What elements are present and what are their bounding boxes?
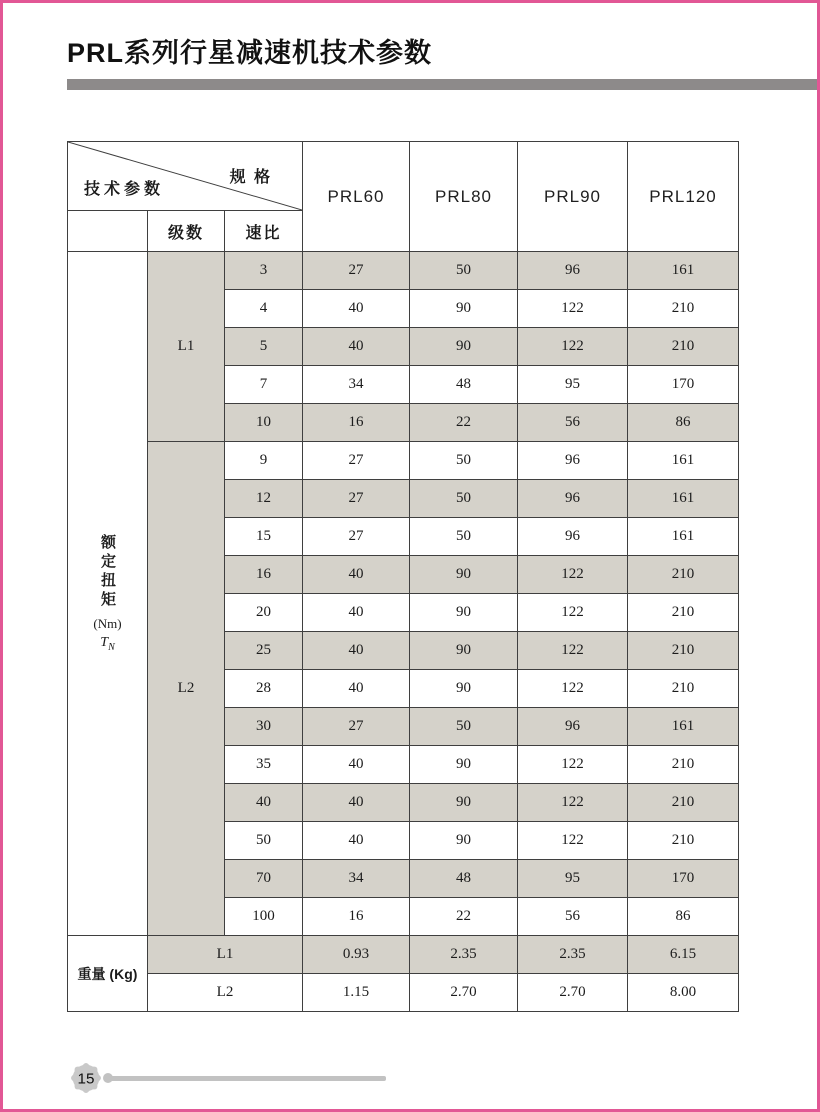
- value-cell: 95: [518, 860, 628, 898]
- params-table: [67, 141, 739, 1012]
- weight-value-cell: 2.35: [410, 936, 518, 974]
- value-cell: 34: [303, 860, 410, 898]
- header-row-1: [68, 142, 739, 211]
- corner-params-label: 技术参数: [84, 181, 165, 198]
- weight-stage-cell: L1: [148, 936, 303, 974]
- value-cell: 210: [628, 290, 739, 328]
- value-cell: 40: [303, 670, 410, 708]
- weight-value-cell: 6.15: [628, 936, 739, 974]
- value-cell: 122: [518, 594, 628, 632]
- gear-icon: [67, 1059, 105, 1097]
- ratio-cell: 100: [225, 898, 303, 936]
- value-cell: 210: [628, 594, 739, 632]
- stage-cell-l1: L1: [148, 252, 225, 442]
- table-row: [68, 442, 739, 480]
- value-cell: 210: [628, 784, 739, 822]
- value-cell: 27: [303, 252, 410, 290]
- value-cell: 50: [410, 252, 518, 290]
- value-cell: 90: [410, 746, 518, 784]
- value-cell: 90: [410, 290, 518, 328]
- torque-label-cell: [68, 252, 148, 936]
- value-cell: 40: [303, 328, 410, 366]
- value-cell: 27: [303, 442, 410, 480]
- value-cell: 90: [410, 632, 518, 670]
- stage-cell-l2: L2: [148, 442, 225, 936]
- value-cell: 210: [628, 670, 739, 708]
- empty-header-cell: [68, 211, 148, 252]
- params-tbody: [68, 252, 739, 1012]
- value-cell: 48: [410, 366, 518, 404]
- ratio-cell: 25: [225, 632, 303, 670]
- page-number: 15: [77, 1070, 95, 1088]
- value-cell: 27: [303, 518, 410, 556]
- value-cell: 86: [628, 898, 739, 936]
- ratio-cell: 7: [225, 366, 303, 404]
- weight-value-cell: 8.00: [628, 974, 739, 1012]
- title-underline: [67, 79, 820, 90]
- value-cell: 86: [628, 404, 739, 442]
- value-cell: 161: [628, 480, 739, 518]
- value-cell: 122: [518, 670, 628, 708]
- value-cell: 122: [518, 632, 628, 670]
- value-cell: 122: [518, 328, 628, 366]
- torque-label: [68, 534, 147, 653]
- value-cell: 210: [628, 556, 739, 594]
- ratio-cell: 50: [225, 822, 303, 860]
- value-cell: 27: [303, 480, 410, 518]
- ratio-cell: 40: [225, 784, 303, 822]
- value-cell: 210: [628, 822, 739, 860]
- ratio-cell: 12: [225, 480, 303, 518]
- footer-line: [109, 1076, 386, 1081]
- column-header-prl60: PRL60: [303, 142, 410, 252]
- weight-label-cell: 重量 (Kg): [68, 936, 148, 1012]
- value-cell: 96: [518, 480, 628, 518]
- ratio-cell: 10: [225, 404, 303, 442]
- ratio-cell: 3: [225, 252, 303, 290]
- value-cell: 50: [410, 442, 518, 480]
- value-cell: 50: [410, 708, 518, 746]
- weight-value-cell: 2.70: [410, 974, 518, 1012]
- torque-symbol: $T_N$: [100, 635, 115, 653]
- value-cell: 210: [628, 632, 739, 670]
- value-cell: 210: [628, 746, 739, 784]
- weight-value-cell: 0.93: [303, 936, 410, 974]
- value-cell: 95: [518, 366, 628, 404]
- value-cell: 90: [410, 670, 518, 708]
- value-cell: 170: [628, 860, 739, 898]
- value-cell: 48: [410, 860, 518, 898]
- ratio-cell: 9: [225, 442, 303, 480]
- value-cell: 161: [628, 708, 739, 746]
- ratio-cell: 16: [225, 556, 303, 594]
- value-cell: 40: [303, 594, 410, 632]
- weight-value-cell: 1.15: [303, 974, 410, 1012]
- value-cell: 90: [410, 594, 518, 632]
- value-cell: 56: [518, 898, 628, 936]
- value-cell: 90: [410, 328, 518, 366]
- value-cell: 170: [628, 366, 739, 404]
- ratio-cell: 20: [225, 594, 303, 632]
- value-cell: 16: [303, 404, 410, 442]
- value-cell: 96: [518, 442, 628, 480]
- value-cell: 34: [303, 366, 410, 404]
- column-header-prl120: PRL120: [628, 142, 739, 252]
- value-cell: 210: [628, 328, 739, 366]
- value-cell: 40: [303, 632, 410, 670]
- value-cell: 22: [410, 898, 518, 936]
- value-cell: 40: [303, 784, 410, 822]
- value-cell: 122: [518, 290, 628, 328]
- value-cell: 90: [410, 822, 518, 860]
- weight-stage-cell: L2: [148, 974, 303, 1012]
- value-cell: 50: [410, 518, 518, 556]
- value-cell: 161: [628, 252, 739, 290]
- value-cell: 50: [410, 480, 518, 518]
- value-cell: 122: [518, 822, 628, 860]
- table-row: [68, 252, 739, 290]
- value-cell: 40: [303, 746, 410, 784]
- value-cell: 22: [410, 404, 518, 442]
- ratio-cell: 70: [225, 860, 303, 898]
- weight-value-cell: 2.35: [518, 936, 628, 974]
- value-cell: 56: [518, 404, 628, 442]
- value-cell: 122: [518, 746, 628, 784]
- torque-unit: (Nm): [93, 616, 122, 632]
- ratio-cell: 4: [225, 290, 303, 328]
- value-cell: 122: [518, 784, 628, 822]
- weight-value-cell: 2.70: [518, 974, 628, 1012]
- value-cell: 40: [303, 290, 410, 328]
- value-cell: 96: [518, 518, 628, 556]
- params-thead: [68, 142, 739, 252]
- ratio-header: 速比: [225, 211, 303, 252]
- page-title: PRL系列行星减速机技术参数: [67, 38, 432, 68]
- ratio-cell: 35: [225, 746, 303, 784]
- value-cell: 40: [303, 822, 410, 860]
- value-cell: 161: [628, 442, 739, 480]
- weight-row: [68, 936, 739, 974]
- ratio-cell: 15: [225, 518, 303, 556]
- column-header-prl90: PRL90: [518, 142, 628, 252]
- torque-label-text: 额定扭矩: [99, 534, 116, 611]
- value-cell: 16: [303, 898, 410, 936]
- stage-header: 级数: [148, 211, 225, 252]
- value-cell: 96: [518, 708, 628, 746]
- value-cell: 90: [410, 556, 518, 594]
- ratio-cell: 28: [225, 670, 303, 708]
- value-cell: 122: [518, 556, 628, 594]
- ratio-cell: 30: [225, 708, 303, 746]
- column-header-prl80: PRL80: [410, 142, 518, 252]
- ratio-cell: 5: [225, 328, 303, 366]
- value-cell: 161: [628, 518, 739, 556]
- value-cell: 40: [303, 556, 410, 594]
- value-cell: 90: [410, 784, 518, 822]
- weight-row: [68, 974, 739, 1012]
- corner-spec-label: 规 格: [229, 169, 273, 186]
- value-cell: 27: [303, 708, 410, 746]
- table-corner-cell: [68, 142, 303, 211]
- value-cell: 96: [518, 252, 628, 290]
